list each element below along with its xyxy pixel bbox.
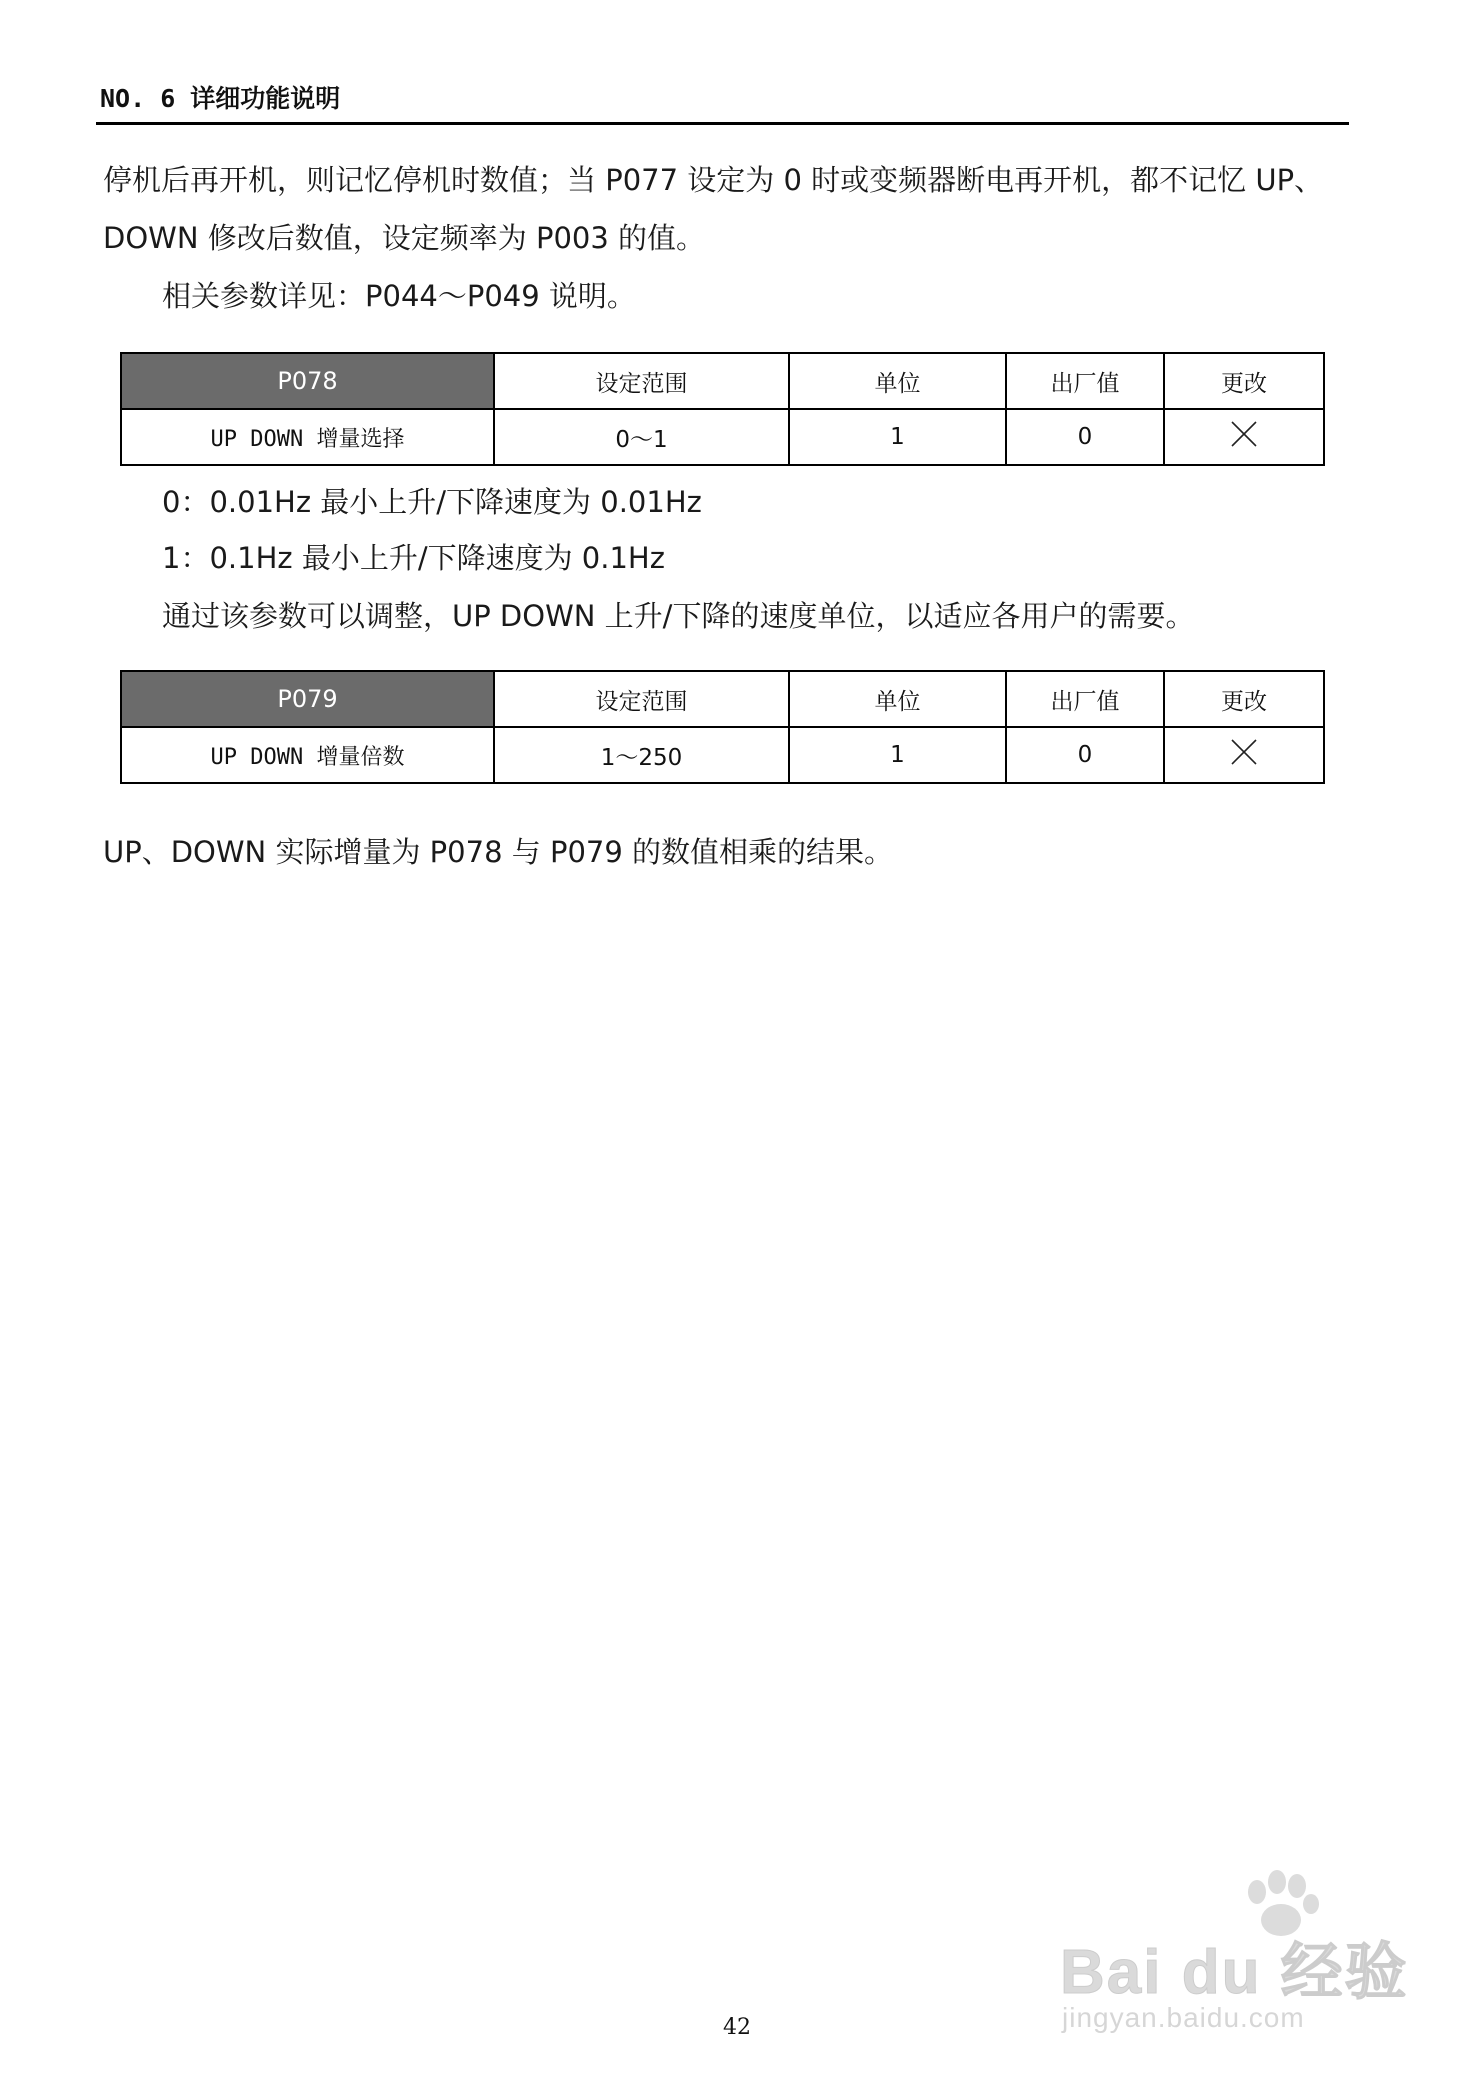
- table-header-row: [121, 353, 1324, 409]
- header-unit: 单位: [789, 671, 1006, 727]
- table-row: [121, 727, 1324, 783]
- header-range: 设定范围: [494, 671, 789, 727]
- header-divider: [96, 122, 1349, 125]
- section-header: NO. 6 详细功能说明: [100, 84, 341, 113]
- header-default: 出厂值: [1006, 353, 1164, 409]
- parameter-unit: 1: [789, 409, 1006, 465]
- paragraph-line: 停机后再开机，则记忆停机时数值；当 P077 设定为 0 时或变频器断电再开机，都不记忆 UP、: [103, 163, 1324, 197]
- paragraph-line: UP、DOWN 实际增量为 P078 与 P079 的数值相乘的结果。: [103, 835, 894, 869]
- parameter-table-p079: [120, 670, 1325, 784]
- parameter-range: 0～1: [494, 409, 789, 465]
- header-change: 更改: [1164, 353, 1324, 409]
- parameter-range: 1～250: [494, 727, 789, 783]
- header-unit: 单位: [789, 353, 1006, 409]
- header-default: 出厂值: [1006, 671, 1164, 727]
- parameter-name: UP DOWN 增量倍数: [121, 727, 494, 783]
- parameter-unit: 1: [789, 727, 1006, 783]
- parameter-table-p078: [120, 352, 1325, 466]
- change-cell: [1164, 727, 1324, 783]
- watermark-url: jingyan.baidu.com: [1062, 2002, 1305, 2033]
- table-row: [121, 409, 1324, 465]
- parameter-default: 0: [1006, 727, 1164, 783]
- parameter-code: P078: [121, 353, 494, 409]
- paragraph-line: DOWN 修改后数值，设定频率为 P003 的值。: [103, 221, 706, 255]
- table-header-row: [121, 671, 1324, 727]
- paragraph-line: 相关参数详见：P044～P049 说明。: [162, 279, 636, 313]
- parameter-code: P079: [121, 671, 494, 727]
- parameter-name: UP DOWN 增量选择: [121, 409, 494, 465]
- cross-icon: [1229, 737, 1259, 767]
- cross-icon: [1229, 419, 1259, 449]
- paragraph-line: 通过该参数可以调整，UP DOWN 上升/下降的速度单位，以适应各用户的需要。: [162, 599, 1195, 633]
- change-cell: [1164, 409, 1324, 465]
- header-range: 设定范围: [494, 353, 789, 409]
- parameter-default: 0: [1006, 409, 1164, 465]
- watermark-brand: Bai du 经验: [1060, 1938, 1409, 2007]
- option-line: 1：0.1Hz 最小上升/下降速度为 0.1Hz: [162, 541, 665, 575]
- option-line: 0：0.01Hz 最小上升/下降速度为 0.01Hz: [162, 485, 702, 519]
- header-change: 更改: [1164, 671, 1324, 727]
- page-number: 42: [723, 2015, 751, 2040]
